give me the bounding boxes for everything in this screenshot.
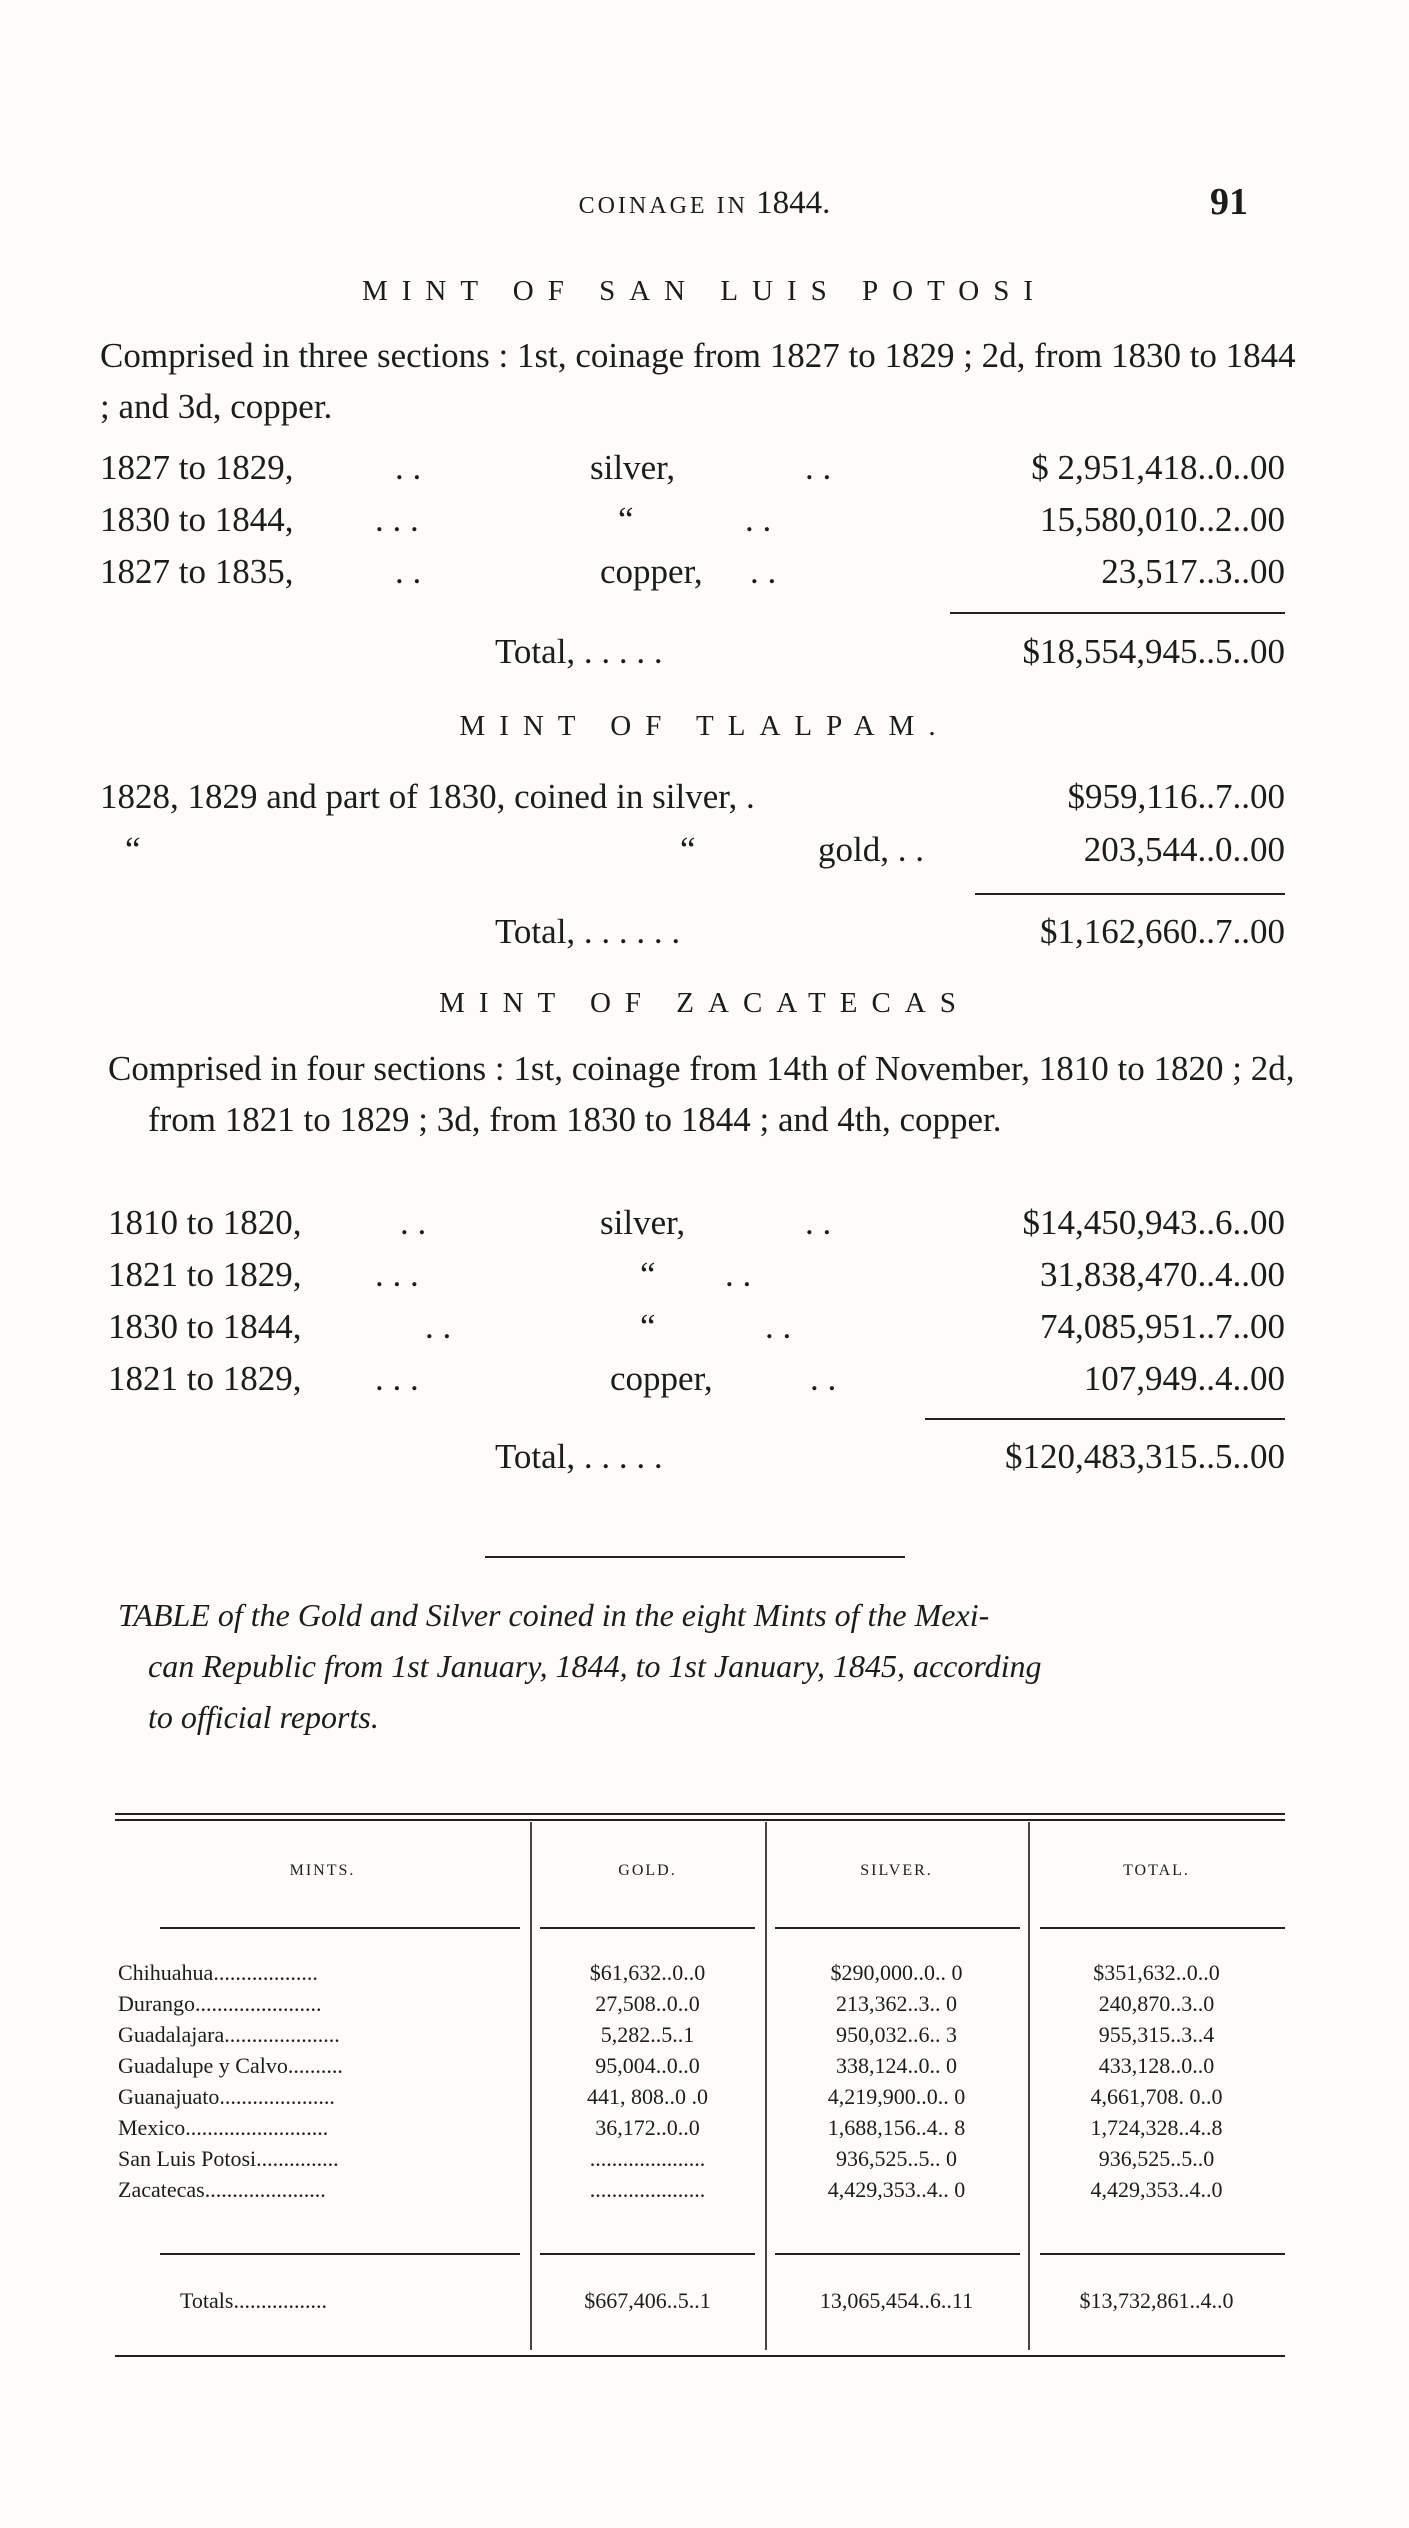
ditto-mark: “ — [680, 830, 696, 869]
dots: . . — [745, 500, 772, 539]
gold-value: 27,508..0..0 — [595, 1991, 700, 2016]
totals-rule — [1040, 2253, 1285, 2255]
dots: . . — [810, 1359, 837, 1398]
metal: “ — [640, 1307, 656, 1346]
metal: copper, — [610, 1359, 713, 1398]
total-value: 936,525..5..0 — [1098, 2146, 1215, 2171]
silver-value: 213,362..3.. 0 — [836, 1991, 957, 2016]
page-number: 91 — [1210, 181, 1248, 223]
ditto-mark: “ — [125, 830, 141, 869]
section-divider — [485, 1556, 905, 1558]
mint-name: Mexico.......................... — [118, 2115, 329, 2140]
mint-name: San Luis Potosi............... — [118, 2146, 339, 2171]
period: 1810 to 1820, — [108, 1203, 302, 1242]
header-rule — [775, 1927, 1020, 1929]
tlalpam-row-text: 1828, 1829 and part of 1830, coined in silver, . — [100, 777, 755, 816]
gold-value: 95,004..0..0 — [595, 2053, 700, 2078]
metal: copper, — [600, 552, 703, 591]
total-value: 1,724,328..4..8 — [1090, 2115, 1223, 2140]
dots: . . . — [375, 1359, 419, 1398]
metal: silver, — [600, 1203, 686, 1242]
total-value: 240,870..3..0 — [1098, 1991, 1215, 2016]
mint-name: Zacatecas...................... — [118, 2177, 326, 2202]
period: 1827 to 1829, — [100, 448, 294, 487]
totals-rule — [160, 2253, 520, 2255]
total-amount: $18,554,945..5..00 — [1022, 632, 1285, 671]
dots: . . — [725, 1255, 752, 1294]
header-year: 1844. — [756, 185, 831, 221]
silver-value: 4,219,900..0.. 0 — [827, 2084, 966, 2109]
metal: gold, . . — [818, 830, 924, 869]
sum-rule — [975, 893, 1285, 895]
col-header-gold: GOLD. — [618, 1862, 677, 1879]
mint-name: Guadalajara..................... — [118, 2022, 340, 2047]
amount: 107,949..4..00 — [1083, 1359, 1285, 1398]
period: 1821 to 1829, — [108, 1255, 302, 1294]
gold-value: 5,282..5..1 — [600, 2022, 695, 2047]
mint-name: Guadalupe y Calvo.......... — [118, 2053, 343, 2078]
dots: . . — [395, 552, 422, 591]
silver-total: 13,065,454..6..11 — [819, 2288, 974, 2313]
totals-rule — [540, 2253, 755, 2255]
total-label: Total, . . . . . . — [495, 912, 681, 951]
amount: 23,517..3..00 — [1101, 552, 1285, 591]
col-header-total: TOTAL. — [1123, 1862, 1190, 1879]
col-header-mints: MINTS. — [289, 1862, 356, 1879]
amount: 203,544..0..00 — [1083, 830, 1285, 869]
dots: . . — [400, 1203, 427, 1242]
total-value: 433,128..0..0 — [1098, 2053, 1215, 2078]
heading-san-luis-potosi: MINT OF SAN LUIS POTOSI — [361, 275, 1048, 307]
period: 1821 to 1829, — [108, 1359, 302, 1398]
running-header — [0, 185, 1409, 222]
gold-value: 441, 808..0 .0 — [587, 2084, 708, 2109]
gold-value: ..................... — [589, 2177, 706, 2202]
sum-rule — [950, 612, 1285, 614]
total-value: 955,315..3..4 — [1098, 2022, 1215, 2047]
table-top-rule — [115, 1819, 1285, 1821]
total-amount: $120,483,315..5..00 — [1005, 1437, 1285, 1476]
metal: “ — [618, 500, 634, 539]
dots: . . — [395, 448, 422, 487]
mint-name: Chihuahua................... — [118, 1960, 318, 1985]
gold-total: $667,406..5..1 — [584, 2288, 711, 2313]
silver-value: $290,000..0.. 0 — [830, 1960, 963, 1985]
period: 1830 to 1844, — [108, 1307, 302, 1346]
total-value: $351,632..0..0 — [1093, 1960, 1220, 1985]
table-top-rule — [115, 1813, 1285, 1815]
amount: $ 2,951,418..0..00 — [1031, 448, 1285, 487]
total-amount: $1,162,660..7..00 — [1040, 912, 1285, 951]
silver-value: 950,032..6.. 3 — [836, 2022, 957, 2047]
mint-name: Durango....................... — [118, 1991, 322, 2016]
heading-zacatecas: MINT OF ZACATECAS — [439, 987, 970, 1019]
header-title: COINAGE IN — [578, 193, 748, 219]
totals-rule — [775, 2253, 1020, 2255]
period: 1827 to 1835, — [100, 552, 294, 591]
grand-total: $13,732,861..4..0 — [1079, 2288, 1234, 2313]
table-bottom-rule — [115, 2355, 1285, 2357]
amount: 15,580,010..2..00 — [1040, 500, 1285, 539]
header-rule — [540, 1927, 755, 1929]
dots: . . — [805, 448, 832, 487]
mint-name: Guanajuato..................... — [118, 2084, 335, 2109]
period: 1830 to 1844, — [100, 500, 294, 539]
amount: 31,838,470..4..00 — [1040, 1255, 1285, 1294]
dots: . . — [425, 1307, 452, 1346]
total-label: Total, . . . . . — [495, 632, 663, 671]
amount: 74,085,951..7..00 — [1040, 1307, 1285, 1346]
col-header-silver: SILVER. — [860, 1862, 933, 1879]
table-title: TABLE of the Gold and Silver coined in the eight Mints of the Mexi- can Republic from 1st January, 1844, to 1st January, 1845, according to official reports. — [118, 1597, 1042, 1735]
sum-rule — [925, 1418, 1285, 1420]
dots: . . — [750, 552, 777, 591]
dots: . . . — [375, 500, 419, 539]
dots: . . — [805, 1203, 832, 1242]
silver-value: 338,124..0.. 0 — [836, 2053, 957, 2078]
totals-label: Totals................. — [180, 2288, 327, 2313]
silver-value: 936,525..5.. 0 — [836, 2146, 957, 2171]
gold-value: $61,632..0..0 — [589, 1960, 706, 1985]
total-value: 4,661,708. 0..0 — [1090, 2084, 1223, 2109]
metal: “ — [640, 1255, 656, 1294]
total-label: Total, . . . . . — [495, 1437, 663, 1476]
silver-value: 1,688,156..4.. 8 — [827, 2115, 966, 2140]
header-rule — [1040, 1927, 1285, 1929]
dots: . . — [765, 1307, 792, 1346]
header-rule — [160, 1927, 520, 1929]
amount: $14,450,943..6..00 — [1022, 1203, 1285, 1242]
gold-value: ..................... — [589, 2146, 706, 2171]
metal: silver, — [590, 448, 676, 487]
heading-tlalpam: MINT OF TLALPAM. — [459, 710, 950, 742]
total-value: 4,429,353..4..0 — [1090, 2177, 1223, 2202]
gold-value: 36,172..0..0 — [595, 2115, 700, 2140]
intro-zacatecas: Comprised in four sections : 1st, coinage from 14th of November, 1810 to 1820 ; 2d, from 1821 to 1829 ; 3d, from 1830 to 1844 ; and 4th, copper. — [108, 1049, 1295, 1139]
dots: . . . — [375, 1255, 419, 1294]
amount: $959,116..7..00 — [1067, 777, 1285, 816]
silver-value: 4,429,353..4.. 0 — [827, 2177, 966, 2202]
intro-san-luis-potosi: Comprised in three sections : 1st, coinage from 1827 to 1829 ; 2d, from 1830 to 1844 ; and 3d, copper. — [100, 336, 1296, 426]
